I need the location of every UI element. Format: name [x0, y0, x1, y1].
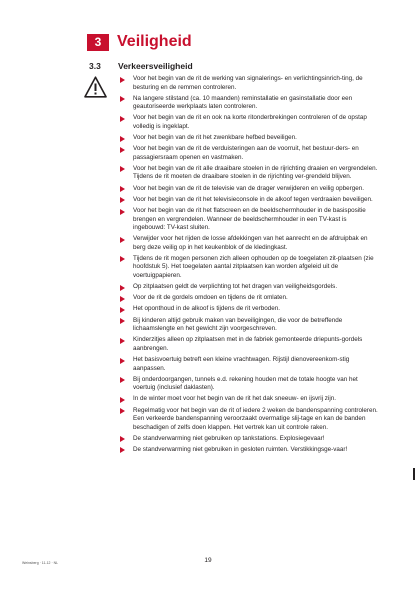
chapter-title: Veiligheid — [117, 33, 192, 50]
list-item — [118, 95, 380, 112]
red-triangle-bullet-icon — [120, 197, 125, 203]
list-item — [118, 376, 380, 393]
red-triangle-bullet-icon — [120, 408, 125, 414]
list-item — [118, 446, 380, 455]
red-triangle-bullet-icon — [120, 116, 125, 122]
section-title: Verkeersveiligheid — [118, 61, 193, 71]
list-item-text: Bij onderdoorgangen, tunnels e.d. rekening houden met de totale hoogte van het voertuig (inclusief daklasten). — [133, 375, 358, 392]
list-item — [118, 185, 380, 194]
list-item-text: De standverwarming niet gebruiken in gesloten ruimten. Verstikkingsge-vaar! — [133, 445, 348, 453]
list-item-text: Het basisvoertuig betreft een kleine vrachtwagen. Rijstijl dienovereenkom-stig aanpassen. — [133, 356, 350, 372]
list-item — [118, 75, 380, 92]
chapter-number-badge: 3 — [87, 34, 109, 51]
red-triangle-bullet-icon — [120, 296, 125, 302]
red-triangle-bullet-icon — [120, 166, 125, 172]
red-triangle-bullet-icon — [120, 447, 125, 453]
red-triangle-bullet-icon — [120, 256, 125, 262]
list-item-text: Op zitplaatsen geldt de verplichting tot het dragen van veiligheidsgordels. — [133, 283, 338, 291]
list-item — [118, 134, 380, 143]
red-triangle-bullet-icon — [120, 237, 125, 243]
list-item — [118, 196, 380, 205]
list-item-text: Voor het begin van de rit de televisie van de drager verwijderen en veilig opbergen. — [133, 184, 365, 192]
red-triangle-bullet-icon — [120, 318, 125, 324]
list-item — [118, 294, 380, 303]
list-item — [118, 207, 380, 233]
list-item-text: In de winter moet voor het begin van de rit het dak sneeuw- en ijsvrij zijn. — [133, 395, 337, 403]
list-item-text: De standverwarming niet gebruiken op tankstations. Explosiegevaar! — [133, 434, 325, 442]
red-triangle-bullet-icon — [120, 436, 125, 442]
red-triangle-bullet-icon — [120, 186, 125, 192]
page-number: 19 — [204, 557, 212, 564]
red-triangle-bullet-icon — [120, 285, 125, 291]
safety-bullet-list — [118, 75, 380, 457]
list-item-text: Voor het begin van de rit het televisieconsole in de alkoof tegen verdraaien beveiligen. — [133, 195, 373, 203]
list-item — [118, 305, 380, 314]
list-item — [118, 145, 380, 162]
list-item-text: Voor het begin van de rit het flatscreen en de beeldschermhouder in de basispositie brengen en vergrendelen. Wanneer de beeldschermhouder in een TV-kast is ingebouwd: TV-kast sluiten. — [133, 207, 366, 231]
red-triangle-bullet-icon — [120, 338, 125, 344]
red-triangle-bullet-icon — [120, 209, 125, 215]
red-triangle-bullet-icon — [120, 397, 125, 403]
footer-code: Weinsberg · 11-12 · NL — [22, 561, 59, 565]
list-item — [118, 407, 380, 433]
red-triangle-bullet-icon — [120, 77, 125, 83]
list-item-text: Regelmatig voor het begin van de rit of iedere 2 weken de bandenspanning controleren. Een verkeerde bandenspanning veroorzaakt overmatige slij-tage en kan de banden beschadigen of zelfs doen klappen. Het vertrek kan uit controle raken. — [133, 406, 378, 431]
list-item-text: Tijdens de rit mogen personen zich alleen ophouden op de toegelaten zit-plaatsen (zie hoofdstuk 5). Het toegelaten aantal zitplaatsen kan worden afgeleid uit de voertuigpapieren. — [133, 254, 374, 279]
list-item-text: Voor het begin van de rit de verduisteringen aan de voorruit, het bestuur-ders- en passagiersraam openen en vastmaken. — [133, 145, 359, 161]
warning-triangle-icon — [84, 76, 107, 98]
list-item — [118, 317, 380, 334]
red-triangle-bullet-icon — [120, 136, 125, 142]
list-item — [118, 336, 380, 353]
section-number: 3.3 — [89, 61, 101, 71]
red-triangle-bullet-icon — [120, 358, 125, 364]
list-item — [118, 235, 380, 252]
list-item-text: Kinderzitjes alleen op zitplaatsen met in de fabriek gemonteerde driepunts-gordels aanbrengen. — [133, 336, 363, 352]
list-item — [118, 283, 380, 292]
list-item — [118, 395, 380, 404]
list-item-text: Bij kinderen altijd gebruik maken van beveiligingen, die voor de betreffende lichaamslengte en het gewicht zijn voorgeschreven. — [133, 316, 343, 333]
red-triangle-bullet-icon — [120, 96, 125, 102]
list-item-text: Het oponthoud in de alkoof is tijdens de rit verboden. — [133, 305, 281, 313]
list-item-text: Voor de rit de gordels omdoen en tijdens de rit omlaten. — [133, 294, 288, 302]
list-item-text: Voor het begin van de rit alle draaibare stoelen in de rijrichting draaien en vergrendelen. Tijdens de rit moeten de draaibare stoelen in de rijrichting ver-grendeld blijven. — [133, 164, 378, 181]
red-triangle-bullet-icon — [120, 307, 125, 313]
margin-marker — [413, 468, 415, 480]
list-item — [118, 356, 380, 373]
list-item-text: Voor het begin van de rit de werking van signalerings- en verlichtingsinrich-ting, de besturing en de remmen controleren. — [133, 75, 363, 91]
list-item-text: Verwijder voor het rijden de losse afdekkingen van het aanrecht en de afdruipbak en berg deze veilig op in het keukenblok of de kledingkast. — [133, 235, 368, 251]
list-item-text: Voor het begin van de rit en ook na korte ritonderbrekingen controleren of de opstap volledig is ingeklapt. — [133, 114, 367, 130]
red-triangle-bullet-icon — [120, 147, 125, 153]
list-item — [118, 255, 380, 281]
list-item-text: Na langere stilstand (ca. 10 maanden) reminstallatie en gasinstallatie door een geautoriseerde werkplaats laten controleren. — [133, 94, 353, 111]
list-item — [118, 435, 380, 444]
list-item — [118, 165, 380, 182]
list-item-text: Voor het begin van de rit het zwenkbare hefbed beveiligen. — [133, 134, 297, 142]
red-triangle-bullet-icon — [120, 377, 125, 383]
list-item — [118, 114, 380, 131]
